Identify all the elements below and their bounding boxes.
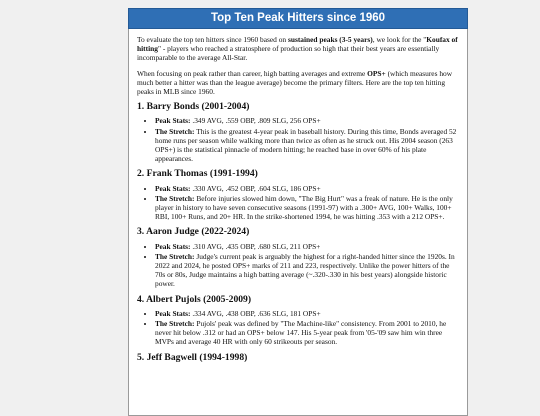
player-heading: 5. Jeff Bagwell (1994-1998): [137, 351, 248, 363]
player-heading: 3. Aaron Judge (2022-2024): [137, 226, 250, 238]
peak-stats-item: • Peak Stats: .349 AVG, .559 OBP, .809 SLG, 256 OPS+: [155, 116, 459, 125]
stretch-item: • The Stretch: This is the greatest 4-year peak in baseball history. During this time, Bonds averaged 52 home runs per season while walking more than twice as often as he struck out. His 2004 season (263 OPS+) is the statistical pinnacle of modern hitting; he reached base in over 60% of his plate appearances.: [155, 127, 459, 164]
player-details: [137, 184, 459, 222]
player-heading: 2. Frank Thomas (1991-1994): [137, 168, 258, 180]
content-panel: [128, 29, 468, 416]
player-details: [137, 242, 459, 289]
document: [128, 8, 468, 416]
page-title: Top Ten Peak Hitters since 1960: [128, 8, 468, 29]
peak-stats-item: • Peak Stats: .334 AVG, .438 OBP, .636 SLG, 181 OPS+: [155, 309, 459, 318]
player-details: [137, 116, 459, 163]
peak-stats-item: • Peak Stats: .310 AVG, .435 OBP, .680 SLG, 211 OPS+: [155, 242, 459, 251]
stretch-item: • The Stretch: Pujols' peak was defined by "The Machine-like" consistency. From 2001 to 2010, he never hit below .312 or had an OPS+ below 147. His 5-year peak from '05-'09 saw him win three MVPs and average 40 HR with only 60 strikeouts per season.: [155, 319, 459, 347]
stretch-item: • The Stretch: Before injuries slowed him down, "The Big Hurt" was a freak of nature. He is the only player in history to have seven consecutive seasons (1991-97) with a .300+ AVG, 100+ Walks, 100+ RBI, 100+ Runs, and 20+ HR. In the strike-shortened 1994, he was hitting .353 with a 212 OPS+.: [155, 194, 459, 222]
player-heading: 4. Albert Pujols (2005-2009): [137, 293, 252, 305]
player-heading: 1. Barry Bonds (2001-2004): [137, 101, 250, 113]
player-details: [137, 309, 459, 347]
peak-stats-item: • Peak Stats: .330 AVG, .452 OBP, .604 SLG, 186 OPS+: [155, 184, 459, 193]
stretch-item: • The Stretch: Judge's current peak is arguably the highest for a right-handed hitter since the 1920s. In 2022 and 2024, he posted OPS+ marks of 211 and 223, respectively. Unlike the power hitters of the 70s or 80s, Judge maintains a high batting average (~.320-.330 in his best years) alongside historic power.: [155, 252, 459, 289]
intro-paragraph-2: When focusing on peak rather than career, high batting averages and extreme OPS+ (which measures how much better a hitter was than the league average) become the primary filters. Here are the top ten hitting peaks in MLB since 1960.: [137, 68, 453, 97]
intro-paragraph-1: To evaluate the top ten hitters since 1960 based on sustained peaks (3-5 years), we look for the "Koufax of hitting" - players who reached a stratosphere of production so high that their best years are essentially incomparable to the average All-Star.: [137, 35, 458, 63]
